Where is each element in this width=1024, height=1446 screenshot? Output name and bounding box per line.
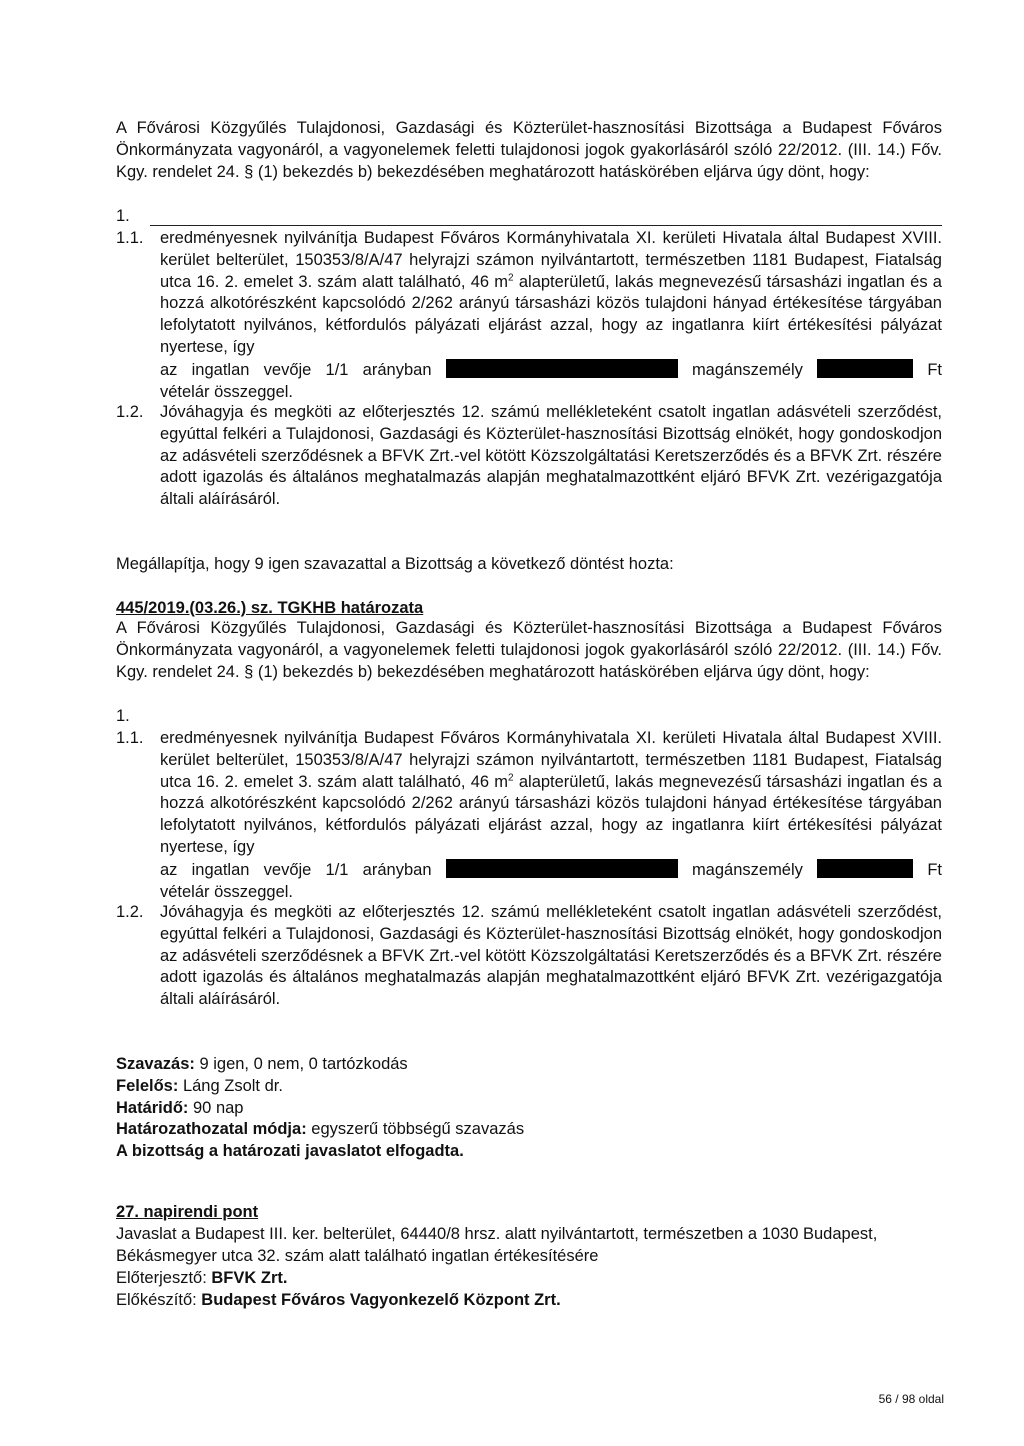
resolution-a-point: 1.: [116, 207, 130, 225]
agenda-text: Javaslat a Budapest III. ker. belterület, 64440/8 hrsz. alatt nyilvántartott, természetben a 1030 Budapest, Békásmegyer utca 32. szám alatt található ingatlan értékesítésére: [116, 1225, 878, 1265]
resolution-b-item-1-2: [116, 902, 942, 1011]
mode-label: Határozathozatal módja:: [116, 1120, 307, 1139]
resolution-b-number: 445/2019.(03.26.) sz. TGKHB határozata: [116, 599, 424, 617]
finding-text: Megállapítja, hogy 9 igen szavazattal a Bizottság a következő döntést hozta:: [116, 555, 674, 573]
item-text: Jóváhagyja és megköti az előterjesztés 12. számú mellékleteként csatolt ingatlan adásvételi szerződést, egyúttal felkéri a Tulajdonosi, Gazdasági és Közterület-hasznosítási Bizottság elnökét, hogy gondoskodjon az adásvételi szerződésnek a BFVK Zrt.-vel kötött Közszolgáltatási Keretszerződés és a BFVK Zrt. részére adott igazolás és általános meghatalmazás alapján meghatalmazottként eljáró BFVK Zrt. vezérigazgatója általi aláírásáról.: [160, 903, 942, 1009]
item-number: 1.2.: [116, 903, 144, 921]
mode-line: [116, 1119, 942, 1141]
preparer-label: Előkészítő:: [116, 1291, 202, 1309]
resolution-a-item-1-2: [116, 402, 942, 511]
deadline-value: 90 nap: [188, 1098, 244, 1117]
buyer-prefix: az ingatlan vevője 1/1 arányban: [160, 860, 432, 879]
vote-label: Szavazás:: [116, 1055, 195, 1073]
item-text: eredményesnek nyilvánítja Budapest Főváros Kormányhivatala XI. kerületi Hivatala által Budapest XVIII. kerület belterület, 150353/8/A/47 helyrajzi számon nyilvántartott, természetben 1181 Budapest, Fiatalság utca 16. 2. emelet 3. szám alatt található, 46 m: [160, 229, 942, 291]
redaction-box: [817, 859, 913, 878]
mode-value: egyszerű többségű szavazás: [306, 1120, 525, 1139]
presenter-line: [116, 1268, 942, 1290]
buyer-line: [160, 359, 942, 382]
redaction-box: [446, 359, 678, 378]
item-number: 1.1.: [116, 229, 144, 247]
superscript: 2: [508, 272, 514, 284]
resolution-a-intro: A Fővárosi Közgyűlés Tulajdonosi, Gazdasági és Közterület-hasznosítási Bizottsága a Budapest Főváros Önkormányzata vagyonáról, a vagyonelemek feletti tulajdonosi jogok gyakorlásáról szóló 22/2012. (III. 14.) Főv. Kgy. rendelet 24. § (1) bekezdés b) bekezdésében meghatározott hatáskörében eljárva úgy dönt, hogy:: [116, 119, 942, 181]
responsible-label: Felelős:: [116, 1076, 179, 1095]
buyer-prefix: az ingatlan vevője 1/1 arányban: [160, 360, 432, 379]
preparer-line: [116, 1290, 942, 1312]
redaction-box: [446, 859, 678, 878]
item-text-cont: alapterületű, lakás megnevezésű társasházi ingatlan és a hozzá alkotórészként kapcsolódó 2/262 arányú társasházi közös tulajdoni hányad értékesítése tárgyában lefolytatott nyilvános, kétfordulós pályázati eljárást azzal, hogy az ingatlanra kiírt értékesítési pályázat nyertese, így: [160, 772, 942, 856]
item-text-cont: alapterületű, lakás megnevezésű társasházi ingatlan és a hozzá alkotórészként kapcsolódó 2/262 arányú társasházi közös tulajdoni hányad értékesítése tárgyában lefolytatott nyilvános, kétfordulós pályázati eljárást azzal, hogy az ingatlanra kiírt értékesítési pályázat nyertese, így: [160, 272, 942, 356]
page-number: 56 / 98 oldal: [878, 1392, 944, 1406]
item-last-line: vételár összeggel.: [160, 882, 293, 901]
deadline-line: [116, 1098, 942, 1120]
buyer-mid: magánszemély: [691, 860, 803, 879]
presenter-label: Előterjesztő:: [116, 1269, 212, 1287]
vote-value: 9 igen, 0 nem, 0 tartózkodás: [194, 1055, 408, 1073]
item-number: 1.1.: [116, 729, 144, 747]
resolution-a-item-1-1: [116, 228, 942, 403]
responsible-value: Láng Zsolt dr.: [178, 1076, 283, 1095]
item-text: Jóváhagyja és megköti az előterjesztés 12. számú mellékleteként csatolt ingatlan adásvételi szerződést, egyúttal felkéri a Tulajdonosi, Gazdasági és Közterület-hasznosítási Bizottság elnökét, hogy gondoskodjon az adásvételi szerződésnek a BFVK Zrt.-vel kötött Közszolgáltatási Keretszerződés és a BFVK Zrt. részére adott igazolás és általános meghatalmazás alapján meghatalmazottként eljáró BFVK Zrt. vezérigazgatója általi aláírásáról.: [160, 403, 942, 509]
vote-line: [116, 1054, 942, 1076]
preparer-value: Budapest Főváros Vagyonkezelő Központ Zrt.: [201, 1291, 561, 1309]
item-last-line: vételár összeggel.: [160, 382, 293, 401]
resolution-b-point: 1.: [116, 707, 130, 725]
buyer-end: Ft: [927, 360, 943, 379]
agenda-title: 27. napirendi pont: [116, 1203, 259, 1221]
separator-line: [150, 225, 942, 226]
buyer-end: Ft: [927, 860, 943, 879]
resolution-b-item-1-1: [116, 728, 942, 903]
redaction-box: [817, 359, 913, 378]
vote-block: [116, 1054, 942, 1163]
responsible-line: [116, 1076, 942, 1098]
resolution-b-intro: A Fővárosi Közgyűlés Tulajdonosi, Gazdasági és Közterület-hasznosítási Bizottsága a Budapest Főváros Önkormányzata vagyonáról, a vagyonelemek feletti tulajdonosi jogok gyakorlásáról szóló 22/2012. (III. 14.) Főv. Kgy. rendelet 24. § (1) bekezdés b) bekezdésében meghatározott hatáskörében eljárva úgy dönt, hogy:: [116, 619, 942, 681]
accepted-line: A bizottság a határozati javaslatot elfogadta.: [116, 1142, 464, 1161]
buyer-line: [160, 859, 942, 882]
presenter-value: BFVK Zrt.: [211, 1269, 288, 1287]
superscript: 2: [508, 772, 514, 784]
deadline-label: Határidő:: [116, 1098, 189, 1117]
item-text: eredményesnek nyilvánítja Budapest Főváros Kormányhivatala XI. kerületi Hivatala által Budapest XVIII. kerület belterület, 150353/8/A/47 helyrajzi számon nyilvántartott, természetben 1181 Budapest, Fiatalság utca 16. 2. emelet 3. szám alatt található, 46 m: [160, 729, 942, 791]
buyer-mid: magánszemély: [691, 360, 803, 379]
item-number: 1.2.: [116, 403, 144, 421]
